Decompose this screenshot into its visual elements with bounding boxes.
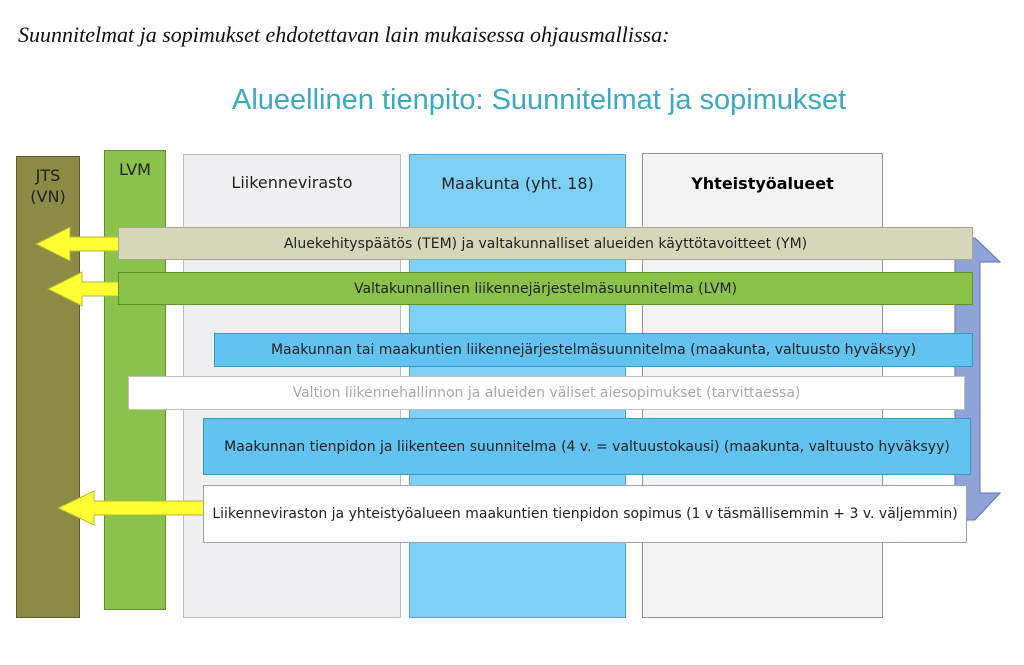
bar-tienpidon-sopimus — [203, 485, 967, 543]
bar-tienpidon-suunnitelma — [203, 418, 971, 475]
column-jts-label: JTS — [35, 166, 61, 185]
bar-aiesopimukset — [128, 376, 965, 410]
bar-maakunnan-ljs-text: Maakunnan tai maakuntien liikennejärjestelmäsuunnitelma (maakunta, valtuusto hyväksyy) — [270, 342, 917, 358]
bar-tienpidon-suunnitelma-text: Maakunnan tienpidon ja liikenteen suunnitelma (4 v. = valtuustokausi) (maakunta, valtuusto hyväksyy) — [224, 438, 950, 455]
page-caption: Suunnitelmat ja sopimukset ehdotettavan lain mukaisessa ohjausmallissa: — [18, 22, 670, 47]
bar-valtakunnallinen-ljs-text: Valtakunnallinen liikennejärjestelmäsuunnitelma (LVM) — [353, 280, 738, 297]
bar-aluekehityspaatos — [118, 227, 973, 260]
diagram-title: Alueellinen tienpito: Suunnitelmat ja sopimukset — [232, 84, 847, 116]
bar-maakunnan-ljs — [214, 333, 973, 367]
column-lvm-label: LVM — [119, 160, 151, 179]
yellow-arrow-icon-3 — [58, 491, 205, 525]
bar-tienpidon-sopimus-text: Liikenneviraston ja yhteistyöalueen maakuntien tienpidon sopimus (1 v täsmällisemmin + 3 v. väljemmin) — [212, 506, 958, 522]
column-jts-sublabel: (VN) — [30, 187, 66, 206]
bar-aluekehityspaatos-text: Aluekehityspäätös (TEM) ja valtakunnalliset alueiden käyttötavoitteet (YM) — [283, 235, 808, 252]
column-liikennevirasto-label: Liikennevirasto — [231, 173, 353, 192]
bar-valtakunnallinen-ljs — [118, 272, 973, 305]
bar-aiesopimukset-text: Valtion liikennehallinnon ja alueiden väliset aiesopimukset (tarvittaessa) — [292, 385, 801, 401]
column-yhteistyoalueet-label: Yhteistyöalueet — [691, 174, 834, 193]
column-maakunta-label: Maakunta (yht. 18) — [441, 174, 594, 193]
